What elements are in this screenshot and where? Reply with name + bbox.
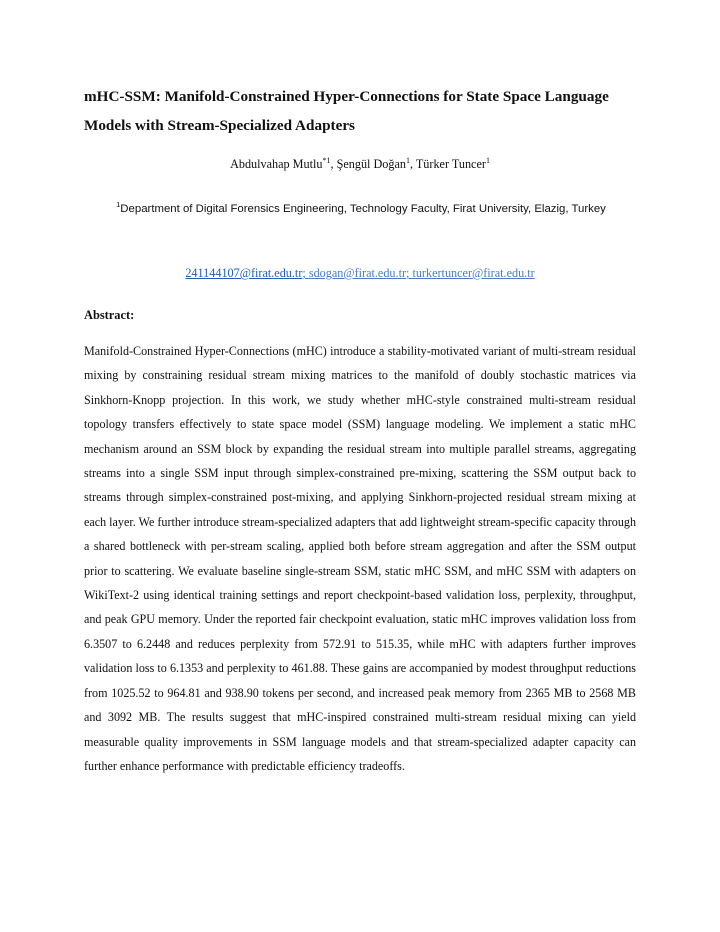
author-mark: *1 (322, 155, 331, 165)
author-name: Türker Tuncer (415, 157, 486, 171)
author-list: Abdulvahap Mutlu$^{*1}$, Şengül Doğan$^1$, Türker Tuncer$^1$ (230, 155, 490, 171)
email-separator: ; (406, 266, 413, 280)
author-mark: 1 (485, 155, 490, 165)
affiliation-text: Department of Digital Forensics Engineering, Technology Faculty, Firat University, Elazig, Turkey (120, 203, 606, 215)
email-link-third[interactable]: turkertuncer@firat.edu.tr (412, 266, 535, 280)
affiliation (96, 197, 626, 222)
email-link-primary[interactable]: 241144107@firat.edu.tr (185, 266, 303, 280)
abstract-body: Manifold-Constrained Hyper-Connections (mHC) introduce a stability-motivated variant of multi-stream residual mixing by constraining residual stream mixing matrices to the manifold of doubly stochastic matrices via Sinkhorn-Knopp projection. In this work, we study whether mHC-style constrained multi-stream residual topology transfers effectively to state space model (SSM) language modeling. We implement a static mHC mechanism around an SSM block by expanding the residual stream into multiple parallel streams, aggregating streams into a single SSM input through simplex-constrained pre-mixing, scattering the SSM output back to streams through simplex-constrained post-mixing, and applying Sinkhorn-projected residual stream mixing at each layer. We further introduce stream-specialized adapters that add lightweight stream-specific capacity through a shared bottleneck with per-stream scaling, applied both before stream aggregation and after the SSM output prior to scattering. We evaluate baseline single-stream SSM, static mHC SSM, and mHC SSM with adapters on WikiText-2 using identical training settings and report checkpoint-based validation loss, perplexity, throughput, and peak GPU memory. Under the reported fair checkpoint evaluation, static mHC improves validation loss from 6.3507 to 6.2448 and reduces perplexity from 572.91 to 515.35, while mHC with adapters further improves validation loss to 6.1353 and perplexity to 461.88. These gains are accompanied by modest throughput reductions from 1025.52 to 964.81 and 938.90 tokens per second, and increased peak memory from 2365 MB to 2568 MB and 3092 MB. The results suggest that mHC-inspired constrained multi-stream residual mixing can yield measurable quality improvements in SSM language models and that stream-specialized adapter capacity can further enhance performance with predictable efficiency tradeoffs. (84, 344, 636, 773)
author-mark: 1 (405, 155, 410, 165)
email-separator: ; (302, 266, 309, 280)
paper-title: mHC-SSM: Manifold-Constrained Hyper-Connections for State Space Language Models with Stream-Specialized Adapters (84, 88, 609, 134)
author-name: Abdulvahap Mutlu (230, 157, 323, 171)
abstract-heading: Abstract: (84, 308, 135, 322)
email-list (0, 265, 720, 281)
email-link-second[interactable]: sdogan@firat.edu.tr (308, 266, 407, 280)
author-name: Şengül Doğan (336, 157, 406, 171)
affiliation-mark: 1 (116, 200, 121, 210)
